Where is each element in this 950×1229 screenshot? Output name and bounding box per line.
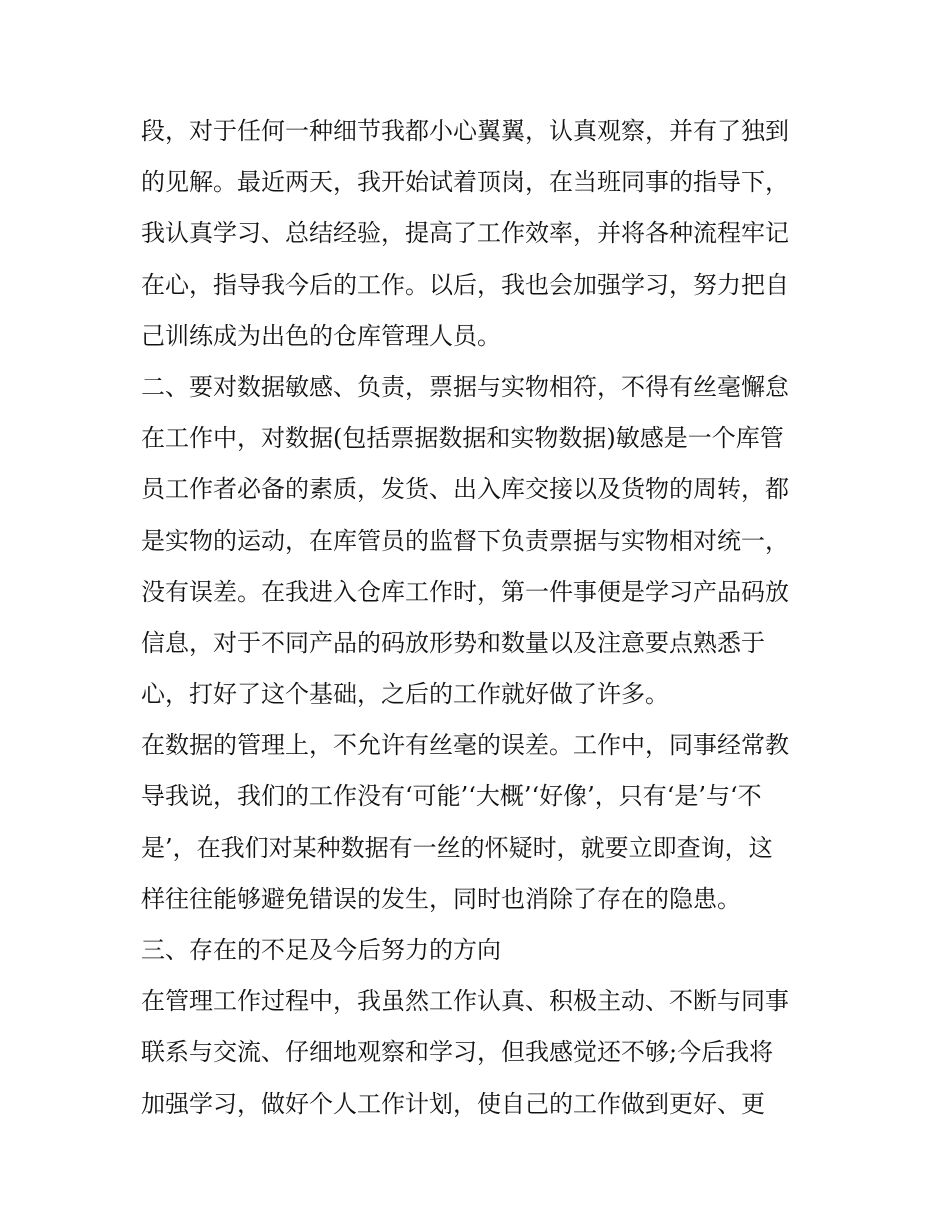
- text-line: 在数据的管理上，不允许有丝毫的误差。工作中，同事经常教: [141, 731, 789, 760]
- section-heading: 三、存在的不足及今后努力的方向: [141, 936, 501, 964]
- text-line: 没有误差。在我进入仓库工作时，第一件事便是学习产品码放: [141, 577, 789, 606]
- text-line: 导我说，我们的工作没有‘可能’‘大概’‘好像’，只有‘是’与‘不: [141, 782, 762, 811]
- text-line: 我认真学习、总结经验，提高了工作效率，并将各种流程牢记: [141, 219, 789, 248]
- text-line: 信息，对于不同产品的码放形势和数量以及注意要点熟悉于: [141, 628, 765, 657]
- text-line: 加强学习，做好个人工作计划，使自己的工作做到更好、更: [141, 1089, 765, 1118]
- text-line: 心，打好了这个基础，之后的工作就好做了许多。: [141, 680, 669, 709]
- text-line: 段，对于任何一种细节我都小心翼翼，认真观察，并有了独到: [141, 117, 789, 145]
- text-line: 联系与交流、仔细地观察和学习，但我感觉还不够;今后我将: [141, 1038, 774, 1067]
- section-heading: 二、要对数据敏感、负责，票据与实物相符，不得有丝毫懈怠: [141, 372, 789, 401]
- text-line: 在管理工作过程中，我虽然工作认真、积极主动、不断与同事: [141, 987, 789, 1016]
- text-line: 己训练成为出色的仓库管理人员。: [141, 321, 501, 350]
- text-line: 在工作中，对数据(包括票据数据和实物数据)敏感是一个库管: [141, 424, 784, 453]
- text-line: 员工作者必备的素质，发货、出入库交接以及货物的周转，都: [141, 475, 789, 504]
- text-line: 样往往能够避免错误的发生，同时也消除了存在的隐患。: [141, 884, 741, 913]
- text-line: 的见解。最近两天，我开始试着顶岗，在当班同事的指导下，: [141, 168, 789, 197]
- text-line: 在心，指导我今后的工作。以后，我也会加强学习，努力把自: [141, 270, 789, 299]
- text-line: 是实物的运动，在库管员的监督下负责票据与实物相对统一，: [141, 526, 789, 555]
- document-body: [141, 106, 821, 1130]
- text-line: 是’，在我们对某种数据有一丝的怀疑时，就要立即查询，这: [141, 833, 773, 862]
